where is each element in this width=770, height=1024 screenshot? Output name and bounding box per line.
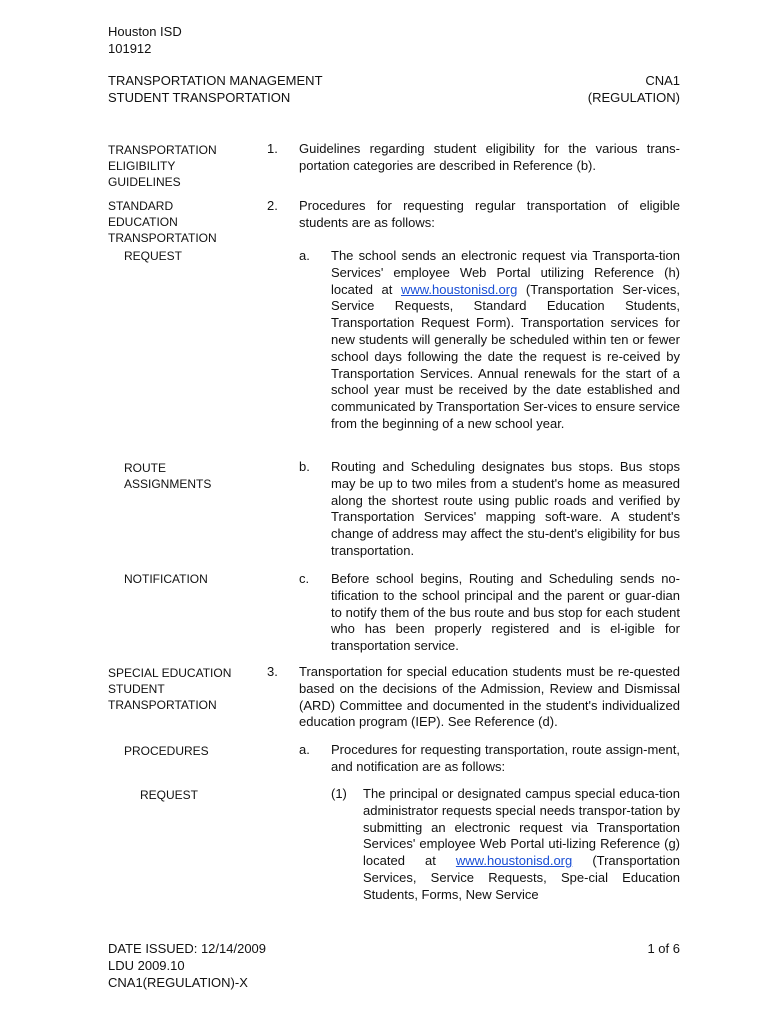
date-issued: DATE ISSUED: 12/14/2009 (108, 941, 267, 956)
ldu-number: LDU 2009.10 (108, 958, 185, 973)
paragraph-text: The school sends an electronic request via Transporta-tion Services' employee Web Portal utilizing Reference (h) located at (331, 248, 680, 297)
paragraph-standard: Procedures for requesting regular transportation of eligible students are as follows: (299, 198, 680, 230)
policy-code: CNA1 (645, 73, 680, 88)
page-number: 1 of 6 (647, 941, 680, 956)
side-heading-line: ROUTE (124, 461, 166, 475)
side-heading-procedures: PROCEDURES (124, 744, 209, 758)
district-name: Houston ISD (108, 24, 182, 39)
paragraph-text: The principal or designated campus special educa-tion administrator requests special needs transpor-tation by submitting an electronic request via Transportation Services' employee Web Portal uti-lizing Reference (g) located at (363, 786, 680, 869)
side-heading-standard (108, 198, 217, 246)
paragraph-eligibility: Guidelines regarding student eligibility for the various trans-portation categories are described in Reference (b). (299, 141, 680, 173)
side-heading-line: ASSIGNMENTS (124, 477, 212, 491)
policy-type: (REGULATION) (587, 90, 680, 105)
side-heading-line: TRANSPORTATION (108, 698, 217, 712)
paragraph-special: Transportation for special education students must be re-quested based on the decisions of the Admission, Review and Dismissal (ARD) Committee and documented in the student's individualized education program (IEP). See Reference (d). (299, 664, 680, 730)
side-heading-request-special: REQUEST (140, 788, 199, 802)
paragraph-notification: Before school begins, Routing and Scheduling sends no-tification to the school principal and the parent or guar-dian to notify them of the bus route and bus stop for each student who has been properly registered and is el-igible for transportation service. (331, 571, 680, 654)
paragraph-procedures: Procedures for requesting transportation, route assign-ment, and notification are as follows: (331, 742, 680, 774)
side-heading-line: ELIGIBILITY (108, 159, 176, 173)
side-heading-line: GUIDELINES (108, 175, 181, 189)
portal-link[interactable]: www.houstonisd.org (400, 281, 518, 297)
item-letter: c. (299, 571, 310, 586)
side-heading-special (108, 665, 231, 713)
section-subtitle: STUDENT TRANSPORTATION (108, 90, 291, 105)
section-title: TRANSPORTATION MANAGEMENT (108, 73, 323, 88)
side-heading-route (124, 460, 211, 492)
side-heading-line: TRANSPORTATION (108, 143, 217, 157)
side-heading-eligibility (108, 142, 217, 190)
side-heading-line: EDUCATION (108, 215, 178, 229)
paragraph-route: Routing and Scheduling designates bus stops. Bus stops may be up to two miles from a student's home as measured along the shortest route using public roads and verified by Transportation Services' mapping soft-ware. A student's change of address may affect the stu-dent's eligibility for bus transportation. (331, 459, 680, 558)
district-code: 101912 (108, 41, 152, 56)
paragraph-request-special (363, 786, 680, 904)
portal-link[interactable]: www.houstonisd.org (455, 853, 573, 869)
item-letter: a. (299, 248, 310, 263)
side-heading-line: SPECIAL EDUCATION (108, 666, 232, 680)
item-letter: b. (299, 459, 310, 474)
paragraph-request (331, 248, 680, 433)
paragraph-text: (Transportation Ser-vices, Service Requests, Standard Education Students, Transportation Request Form). Transportation services for new students will generally be scheduled within ten or fewer school days following the date the request is re-ceived by Transportation Services. Annual renewals for the start of a school year must be received by the date established and communicated by Transportation Ser-vices to ensure service from the beginning of a new school year. (331, 281, 680, 431)
item-number: 3. (267, 664, 278, 679)
side-heading-line: TRANSPORTATION (108, 231, 217, 245)
side-heading-notification: NOTIFICATION (124, 572, 208, 586)
item-letter: a. (299, 742, 310, 757)
document-code: CNA1(REGULATION)-X (108, 975, 248, 990)
side-heading-request: REQUEST (124, 249, 183, 263)
item-number: 2. (267, 198, 278, 213)
item-number: 1. (267, 141, 278, 156)
side-heading-line: STANDARD (108, 199, 174, 213)
item-number: (1) (331, 786, 347, 801)
paragraph-text: (Transportation Services, Service Requests, Spe-cial Education Students, Forms, New Service (363, 853, 680, 902)
side-heading-line: STUDENT (108, 682, 165, 696)
